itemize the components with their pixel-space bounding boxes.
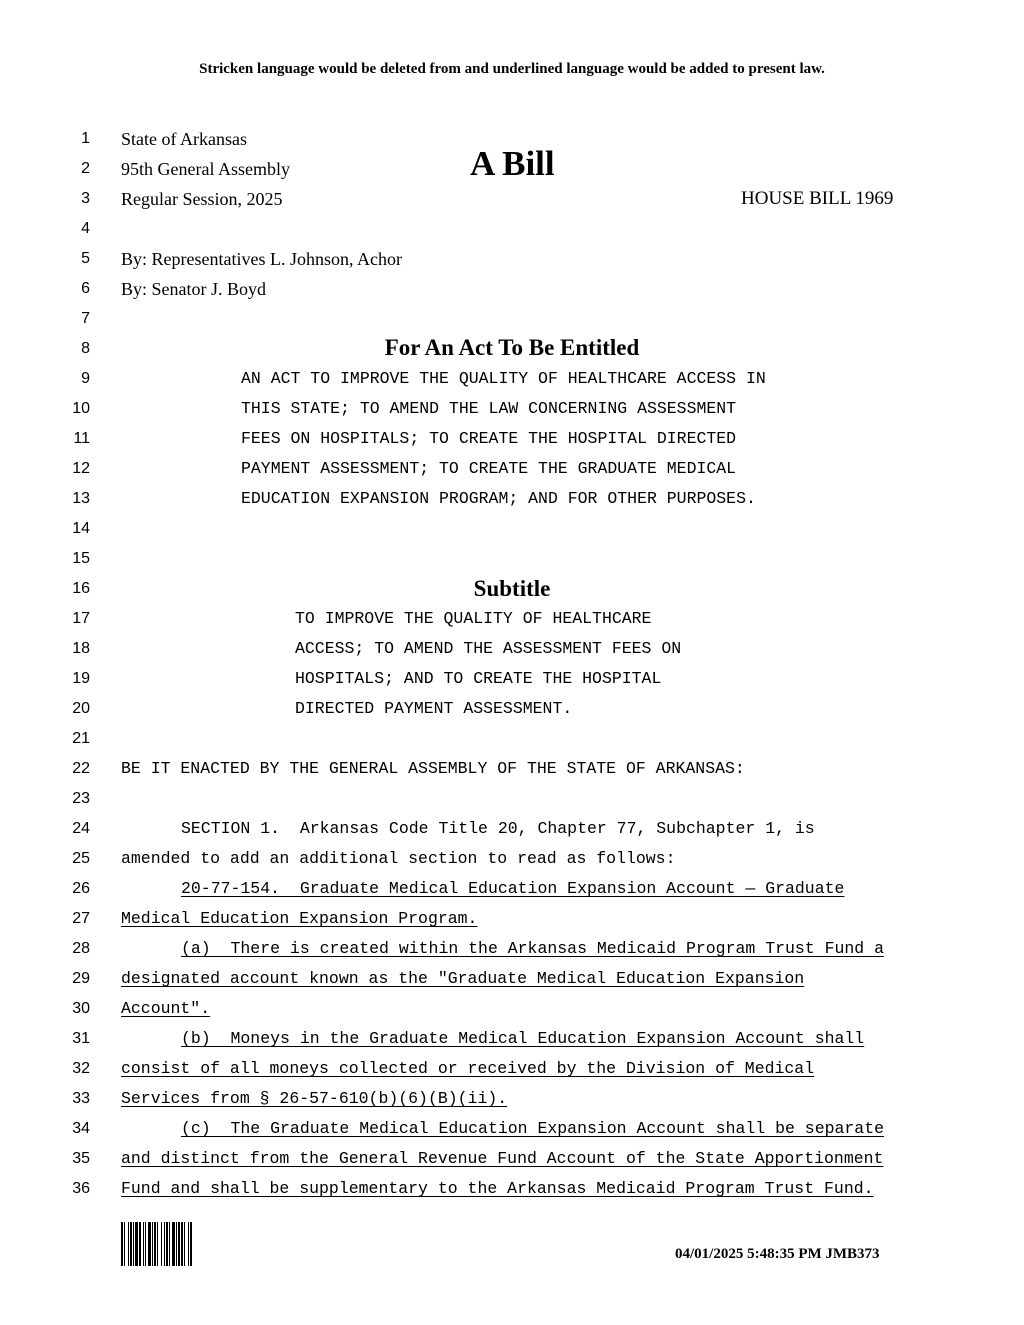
sponsors-senate: By: Senator J. Boyd <box>121 279 267 299</box>
line-number: 32 <box>72 1060 90 1077</box>
barcode-bar <box>143 1222 144 1266</box>
barcode-bar <box>135 1222 138 1266</box>
line-number: 12 <box>72 460 90 477</box>
line-number: 21 <box>72 730 90 747</box>
subtitle-line: ACCESS; TO AMEND THE ASSESSMENT FEES ON <box>295 639 682 658</box>
line-number: 14 <box>72 520 90 537</box>
line-number: 8 <box>81 340 90 357</box>
line-number: 34 <box>72 1120 90 1137</box>
line-number: 33 <box>72 1090 90 1107</box>
barcode-icon <box>121 1222 249 1271</box>
barcode-bar <box>169 1222 170 1266</box>
line-number: 4 <box>81 220 90 237</box>
line-number: 22 <box>72 760 90 777</box>
body-line-added: (c) The Graduate Medical Education Expansion Account shall be separate <box>181 1119 885 1138</box>
barcode-bar <box>172 1222 175 1266</box>
barcode-bar <box>178 1222 180 1266</box>
line-number: 5 <box>81 250 90 267</box>
line-number: 16 <box>72 580 90 597</box>
line-number: 31 <box>72 1030 90 1047</box>
barcode-bar <box>133 1222 134 1266</box>
line-number: 20 <box>72 700 90 717</box>
subtitle-heading: Subtitle <box>473 576 551 601</box>
barcode-bar <box>190 1222 192 1266</box>
line-number: 3 <box>81 190 90 207</box>
line-number: 2 <box>81 160 90 177</box>
barcode-bar <box>166 1222 168 1266</box>
body-line-added: and distinct from the General Revenue Fund Account of the State Apportionment <box>121 1149 884 1168</box>
subtitle-line: DIRECTED PAYMENT ASSESSMENT. <box>295 699 573 718</box>
barcode-bar <box>181 1222 183 1266</box>
barcode-bar <box>157 1222 158 1266</box>
line-number: 35 <box>72 1150 90 1167</box>
line-number: 18 <box>72 640 90 657</box>
barcode-bar <box>188 1222 189 1266</box>
line-number: 24 <box>72 820 90 837</box>
enacting-clause: BE IT ENACTED BY THE GENERAL ASSEMBLY OF THE STATE OF ARKANSAS: <box>121 759 745 778</box>
line-number: 9 <box>81 370 90 387</box>
line-number: 1 <box>81 130 90 147</box>
barcode-bar <box>128 1222 129 1266</box>
sponsors-house: By: Representatives L. Johnson, Achor <box>121 249 402 269</box>
line-number: 13 <box>72 490 90 507</box>
body-line-added: consist of all moneys collected or received by the Division of Medical <box>121 1059 815 1078</box>
barcode-bar <box>130 1222 132 1266</box>
act-heading: For An Act To Be Entitled <box>384 335 640 360</box>
barcode-bar <box>148 1222 151 1266</box>
body-line-added: Account". <box>121 999 211 1018</box>
barcode-bar <box>184 1222 185 1266</box>
line-number: 17 <box>72 610 90 627</box>
line-number: 29 <box>72 970 90 987</box>
body-line-added: Fund and shall be supplementary to the Arkansas Medicaid Program Trust Fund. <box>121 1179 874 1198</box>
act-title-line: PAYMENT ASSESSMENT; TO CREATE THE GRADUATE MEDICAL <box>241 459 737 478</box>
barcode-bar <box>176 1222 177 1266</box>
stricken-language-notice: Stricken language would be deleted from and underlined language would be added to present law. <box>199 61 825 77</box>
body-line-added: (a) There is created within the Arkansas Medicaid Program Trust Fund a <box>181 939 885 958</box>
line-number: 25 <box>72 850 90 867</box>
subtitle-line: HOSPITALS; AND TO CREATE THE HOSPITAL <box>295 669 662 688</box>
barcode-bar <box>145 1222 146 1266</box>
line-number: 30 <box>72 1000 90 1017</box>
line-number: 26 <box>72 880 90 897</box>
act-title-line: EDUCATION EXPANSION PROGRAM; AND FOR OTHER PURPOSES. <box>241 489 756 508</box>
session: Regular Session, 2025 <box>121 189 283 209</box>
body-line-added: designated account known as the "Graduate Medical Education Expansion <box>121 969 805 988</box>
barcode-bar <box>164 1222 165 1266</box>
footer-timestamp-id: 04/01/2025 5:48:35 PM JMB373 <box>675 1246 880 1262</box>
body-line-added: 20-77-154. Graduate Medical Education Expansion Account — Graduate <box>181 879 845 898</box>
line-number: 19 <box>72 670 90 687</box>
general-assembly: 95th General Assembly <box>121 159 290 179</box>
line-number: 10 <box>72 400 90 417</box>
barcode-bar <box>154 1222 156 1266</box>
bill-number: HOUSE BILL 1969 <box>741 188 894 209</box>
act-title-line: AN ACT TO IMPROVE THE QUALITY OF HEALTHCARE ACCESS IN <box>241 369 766 388</box>
line-number: 23 <box>72 790 90 807</box>
line-number: 27 <box>72 910 90 927</box>
line-number: 11 <box>73 430 90 447</box>
state-name: State of Arkansas <box>121 129 247 149</box>
act-title-line: FEES ON HOSPITALS; TO CREATE THE HOSPITAL DIRECTED <box>241 429 737 448</box>
bill-type-title: A Bill <box>470 144 555 183</box>
line-number: 15 <box>72 550 90 567</box>
barcode-bar <box>139 1222 141 1266</box>
body-line: SECTION 1. Arkansas Code Title 20, Chapter 77, Subchapter 1, is <box>181 819 815 838</box>
line-number: 36 <box>72 1180 90 1197</box>
line-number: 28 <box>72 940 90 957</box>
body-line-added: (b) Moneys in the Graduate Medical Education Expansion Account shall <box>181 1029 865 1048</box>
body-line-added: Medical Education Expansion Program. <box>121 909 478 928</box>
body-line-added: Services from § 26-57-610(b)(6)(B)(ii). <box>121 1089 508 1108</box>
act-title-line: THIS STATE; TO AMEND THE LAW CONCERNING ASSESSMENT <box>241 399 737 418</box>
body-line: amended to add an additional section to read as follows: <box>121 849 676 868</box>
subtitle-line: TO IMPROVE THE QUALITY OF HEALTHCARE <box>295 609 652 628</box>
barcode-bar <box>121 1222 123 1266</box>
line-number: 6 <box>81 280 90 297</box>
line-number: 7 <box>81 310 90 327</box>
barcode-bar <box>161 1222 162 1266</box>
barcode-bar <box>152 1222 153 1266</box>
barcode-bar <box>124 1222 125 1266</box>
